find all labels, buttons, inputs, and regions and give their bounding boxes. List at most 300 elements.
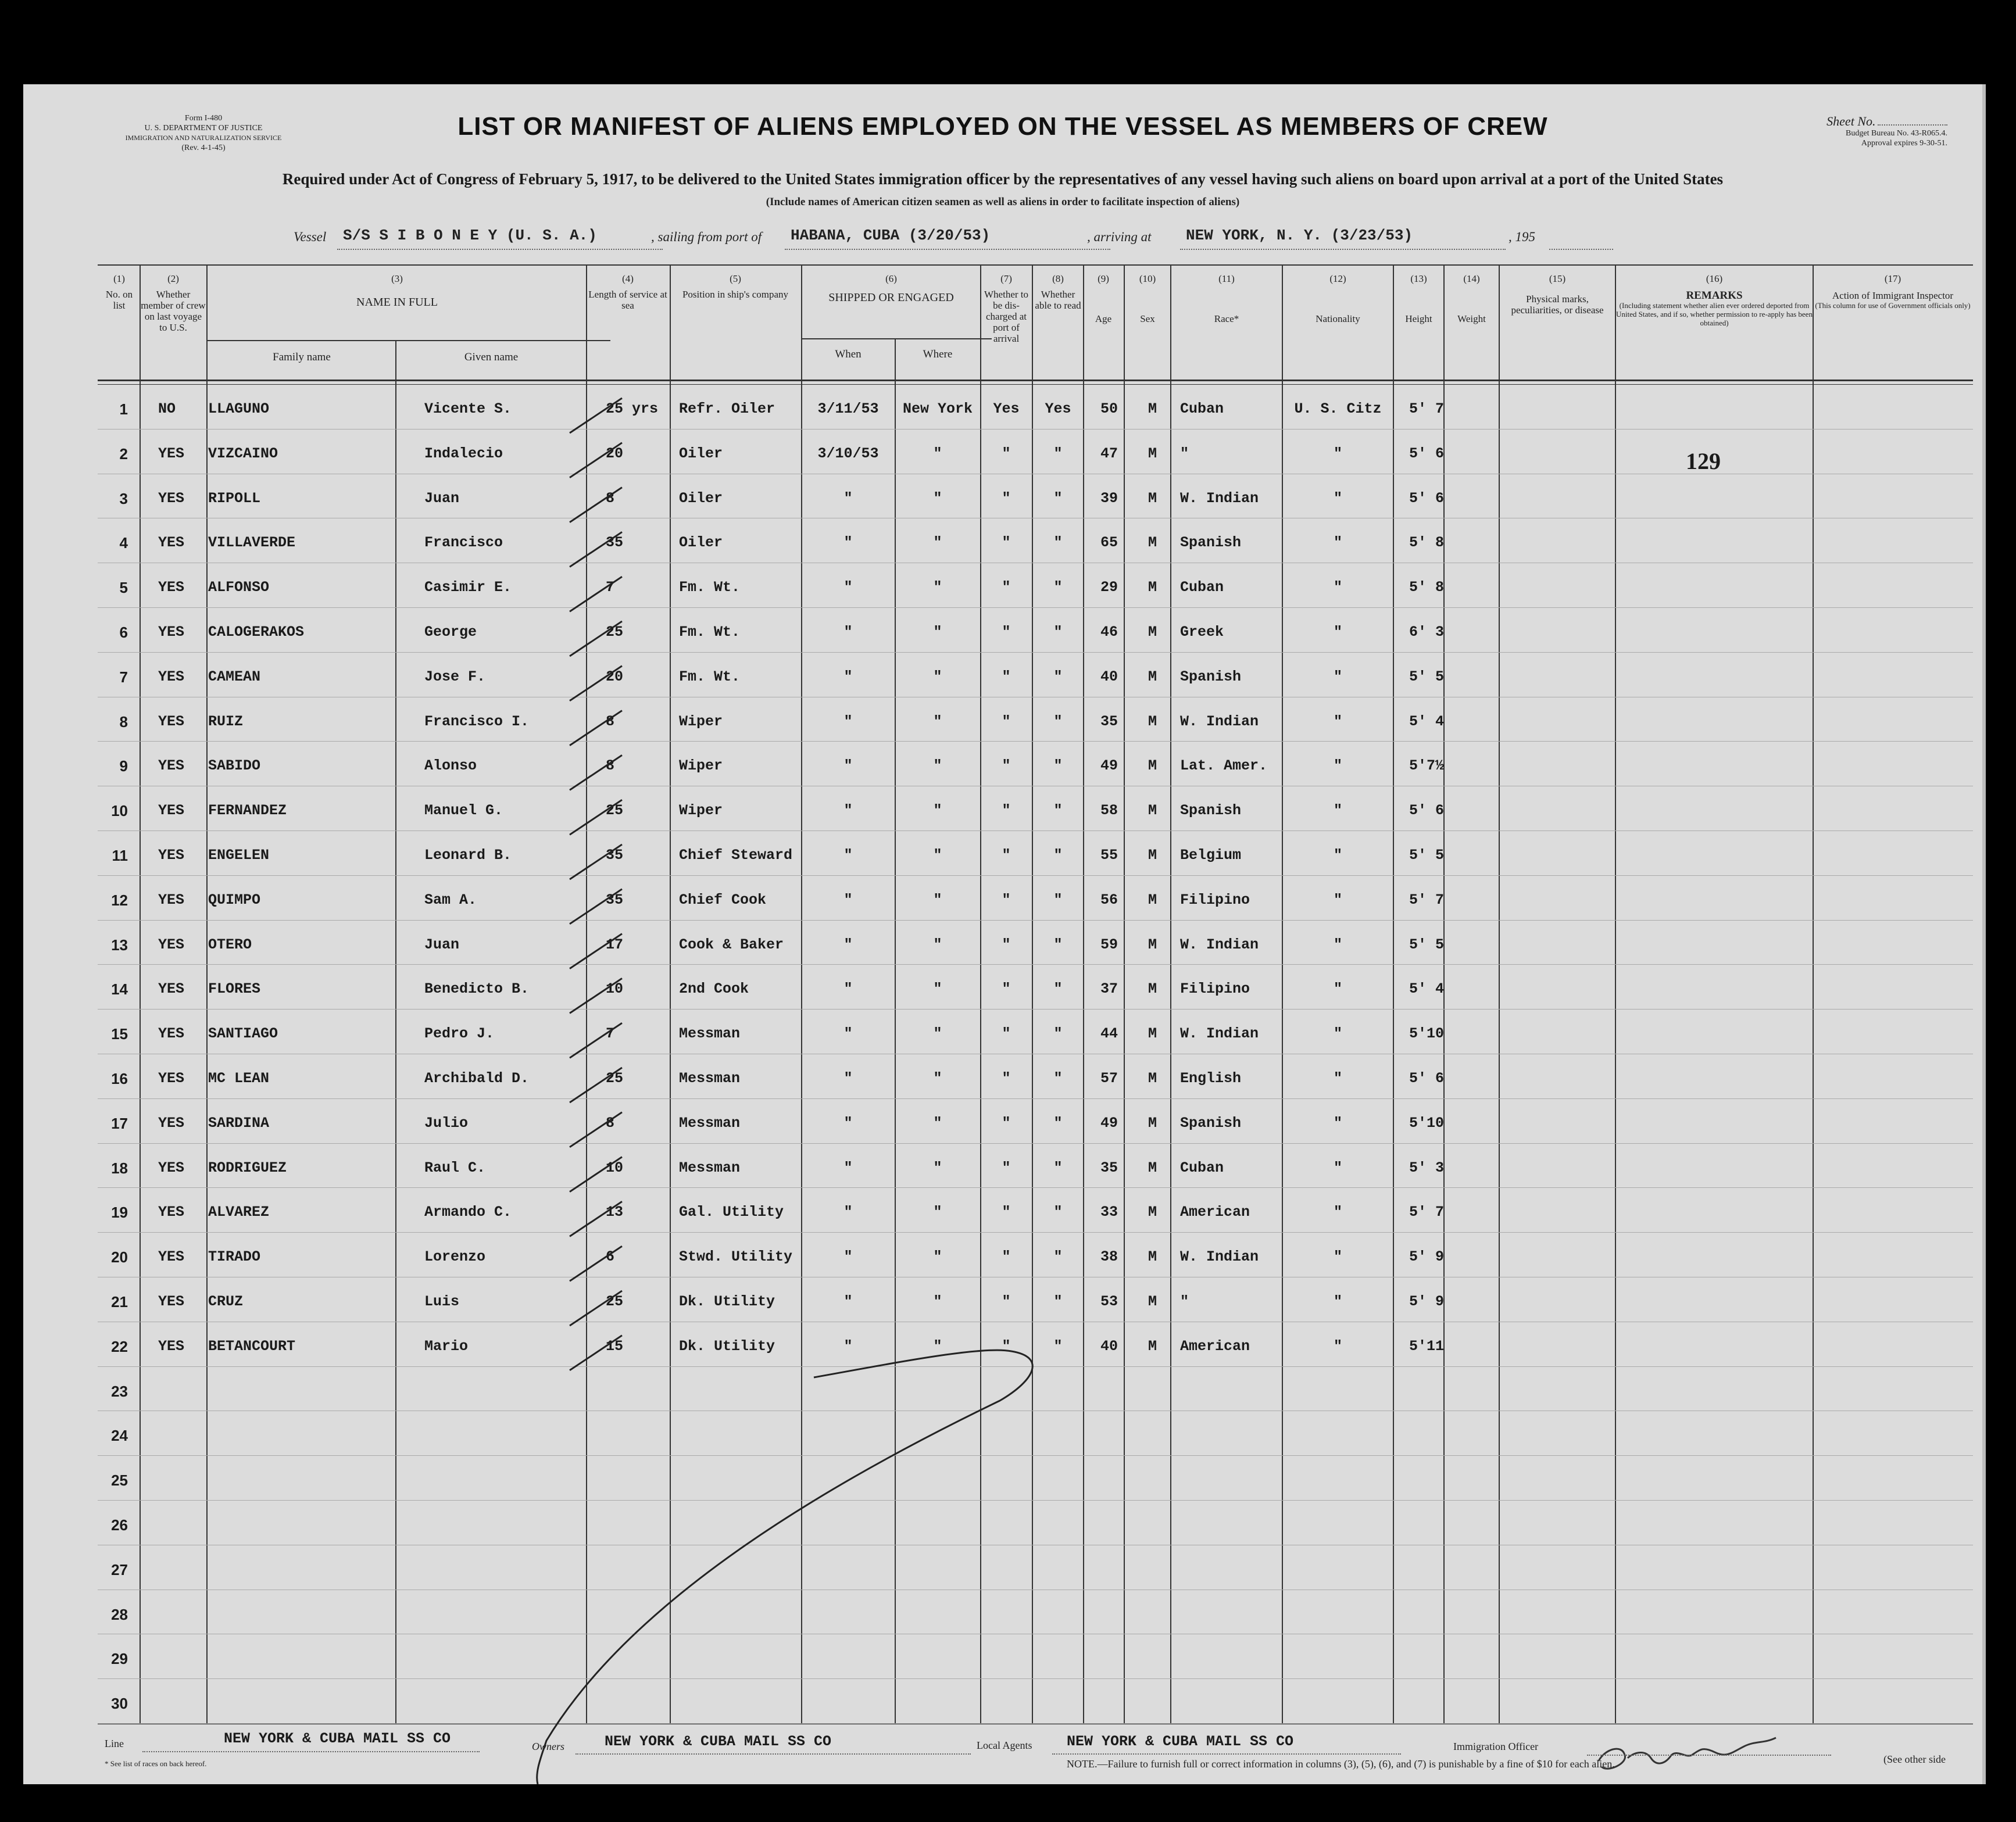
row-last-voyage: YES	[158, 668, 185, 685]
penalty-note: NOTE.—Failure to furnish full or correct information in columns (3), (5), (6), and (7) is punishable by a fine of $10 for each alien.	[1067, 1758, 1615, 1770]
row-sex: M	[1148, 1337, 1157, 1355]
row-position: Wiper	[679, 713, 723, 730]
row-age: 58	[1100, 802, 1118, 819]
row-family-name: TIRADO	[208, 1248, 261, 1266]
col-header-service: (4) Length of service at sea	[588, 273, 667, 311]
row-discharge: "	[1002, 1025, 1011, 1043]
year-label: , 195	[1509, 230, 1535, 244]
owners-value: NEW YORK & CUBA MAIL SS CO	[605, 1733, 832, 1750]
row-last-voyage: YES	[158, 936, 185, 953]
row-given-name: Francisco I.	[424, 713, 530, 730]
row-position: Stwd. Utility	[679, 1248, 793, 1266]
row-when: "	[843, 757, 853, 775]
row-sex: M	[1148, 936, 1157, 953]
row-given-name: Manuel G.	[424, 802, 503, 819]
row-service: 8	[606, 1114, 615, 1132]
row-discharge: "	[1002, 936, 1011, 953]
col-header-when: When	[835, 348, 862, 360]
tick-mark	[570, 666, 622, 701]
row-number: 26	[111, 1516, 128, 1534]
row-number: 6	[119, 624, 128, 641]
row-read: "	[1053, 1248, 1063, 1266]
row-service: 15	[606, 1337, 624, 1355]
sheet-number: Sheet No. Budget Bureau No. 43-R065.4. Approval expires 9-30-51.	[1826, 114, 1947, 148]
row-race: Filipino	[1180, 980, 1250, 998]
row-sex: M	[1148, 1070, 1157, 1087]
row-number: 16	[111, 1070, 128, 1087]
tick-mark	[570, 1112, 622, 1147]
row-nationality: "	[1333, 1025, 1342, 1043]
row-number: 10	[111, 802, 128, 820]
row-position: Dk. Utility	[679, 1337, 775, 1355]
row-nationality: "	[1333, 1204, 1342, 1221]
row-sex: M	[1148, 624, 1157, 640]
row-last-voyage: YES	[158, 757, 185, 775]
row-nationality: "	[1333, 1248, 1342, 1266]
row-height: 5' 9	[1409, 1248, 1445, 1266]
row-number: 23	[111, 1382, 128, 1400]
row-height: 5' 5	[1409, 847, 1445, 864]
see-other-side: (See other side	[1883, 1753, 1946, 1765]
row-when: "	[843, 1248, 853, 1266]
row-when: "	[843, 847, 853, 864]
tick-mark	[570, 1291, 622, 1326]
row-read: "	[1053, 445, 1063, 462]
row-position: Messman	[679, 1025, 741, 1043]
row-service: 35	[606, 534, 624, 552]
row-given-name: Lorenzo	[424, 1248, 486, 1266]
row-number: 8	[119, 713, 128, 731]
row-when: "	[843, 534, 853, 552]
row-height: 5' 7	[1409, 891, 1445, 908]
row-read: "	[1053, 713, 1063, 730]
row-family-name: SARDINA	[208, 1114, 270, 1132]
row-family-name: ENGELEN	[208, 847, 270, 864]
row-discharge: "	[1002, 802, 1011, 819]
sailing-label: , sailing from port of	[651, 230, 762, 244]
row-position: Fm. Wt.	[679, 668, 741, 685]
row-age: 53	[1100, 1293, 1118, 1310]
row-number: 27	[111, 1560, 128, 1578]
row-height: 5' 4	[1409, 980, 1445, 998]
row-where: "	[933, 579, 942, 596]
tick-mark	[570, 934, 622, 969]
row-service: 35	[606, 891, 624, 908]
row-age: 29	[1100, 579, 1118, 596]
row-sex: M	[1148, 400, 1157, 417]
row-height: 6' 3	[1409, 624, 1445, 640]
row-family-name: QUIMPO	[208, 891, 261, 908]
row-position: Messman	[679, 1070, 741, 1087]
row-nationality: "	[1333, 980, 1342, 998]
form-identifier: Form I-480 U. S. DEPARTMENT OF JUSTICE IMMIGRATION AND NATURALIZATION SERVICE (Rev. 4-1-45)	[125, 114, 282, 152]
row-age: 57	[1100, 1070, 1118, 1087]
row-race: W. Indian	[1180, 936, 1259, 953]
row-nationality: "	[1333, 1337, 1342, 1355]
row-sex: M	[1148, 1248, 1157, 1266]
row-position: Refr. Oiler	[679, 400, 775, 417]
owners-label: Owners	[532, 1741, 565, 1752]
row-position: Chief Steward	[679, 847, 793, 864]
row-discharge: "	[1002, 1070, 1011, 1087]
row-when: "	[843, 1159, 853, 1176]
row-position: Chief Cook	[679, 891, 767, 908]
row-when: "	[843, 1293, 853, 1310]
line-value: NEW YORK & CUBA MAIL SS CO	[224, 1730, 451, 1747]
col-header-marks: (15) Physical marks, peculiarities, or disease	[1511, 273, 1604, 316]
row-number: 1	[119, 400, 128, 418]
tick-mark	[570, 1336, 622, 1370]
col-header-discharge: (7) Whether to be dis-charged at port of arrival	[984, 273, 1028, 344]
row-number: 22	[111, 1337, 128, 1355]
row-where: New York	[902, 400, 973, 417]
row-read: "	[1053, 1070, 1063, 1087]
row-discharge: "	[1002, 579, 1011, 596]
row-family-name: CRUZ	[208, 1293, 244, 1310]
row-nationality: "	[1333, 936, 1342, 953]
row-nationality: "	[1333, 1159, 1342, 1176]
row-read: "	[1053, 891, 1063, 908]
row-position: Oiler	[679, 534, 723, 552]
row-where: "	[933, 445, 942, 462]
row-family-name: RIPOLL	[208, 489, 261, 507]
row-service: 13	[606, 1204, 624, 1221]
row-height: 5' 7	[1409, 1204, 1445, 1221]
row-sex: M	[1148, 1204, 1157, 1221]
row-height: 5' 4	[1409, 713, 1445, 730]
port-from: HABANA, CUBA (3/20/53)	[791, 227, 991, 244]
row-read: "	[1053, 534, 1063, 552]
row-last-voyage: YES	[158, 1204, 185, 1221]
row-service: 25	[606, 802, 624, 819]
tick-mark	[570, 443, 622, 478]
row-sex: M	[1148, 1025, 1157, 1043]
row-age: 39	[1100, 489, 1118, 507]
row-height: 5' 5	[1409, 668, 1445, 685]
row-sex: M	[1148, 802, 1157, 819]
row-discharge: "	[1002, 624, 1011, 640]
row-when: 3/11/53	[817, 400, 879, 417]
manifest-sheet	[23, 84, 1986, 1784]
row-read: Yes	[1045, 400, 1071, 417]
row-age: 47	[1100, 445, 1118, 462]
row-number: 25	[111, 1472, 128, 1490]
row-age: 35	[1100, 713, 1118, 730]
row-race: "	[1180, 1293, 1189, 1310]
row-discharge: "	[1002, 668, 1011, 685]
row-race: "	[1180, 445, 1189, 462]
row-when: "	[843, 668, 853, 685]
row-where: "	[933, 1337, 942, 1355]
row-nationality: "	[1333, 891, 1342, 908]
row-number: 12	[111, 891, 128, 909]
row-discharge: "	[1002, 445, 1011, 462]
row-number: 13	[111, 936, 128, 954]
row-height: 5' 5	[1409, 936, 1445, 953]
tick-mark	[570, 755, 622, 790]
col-header-weight: (14) Weight	[1457, 273, 1486, 324]
col-header-name: (3) NAME IN FULL	[356, 273, 438, 309]
row-read: "	[1053, 1025, 1063, 1043]
row-age: 44	[1100, 1025, 1118, 1043]
row-read: "	[1053, 1159, 1063, 1176]
row-sex: M	[1148, 1293, 1157, 1310]
row-family-name: CAMEAN	[208, 668, 261, 685]
row-nationality: "	[1333, 757, 1342, 775]
row-last-voyage: YES	[158, 847, 185, 864]
row-race: Cuban	[1180, 579, 1224, 596]
row-position: Messman	[679, 1159, 741, 1176]
row-height: 5' 3	[1409, 1159, 1445, 1176]
row-number: 20	[111, 1248, 128, 1266]
row-where: "	[933, 847, 942, 864]
row-where: "	[933, 1248, 942, 1266]
row-position: Messman	[679, 1114, 741, 1132]
col-header-race: (11) Race*	[1214, 273, 1239, 324]
row-race: Belgium	[1180, 847, 1242, 864]
row-when: "	[843, 980, 853, 998]
col-header-where: Where	[923, 348, 953, 360]
tick-mark	[570, 889, 622, 924]
row-last-voyage: YES	[158, 1159, 185, 1176]
row-read: "	[1053, 1204, 1063, 1221]
row-number: 3	[119, 489, 128, 507]
row-position: Fm. Wt.	[679, 579, 741, 596]
cancel-stroke	[537, 1350, 1033, 1784]
row-last-voyage: YES	[158, 1293, 185, 1310]
row-family-name: VIZCAINO	[208, 445, 278, 462]
row-when: "	[843, 1337, 853, 1355]
row-sex: M	[1148, 1159, 1157, 1176]
row-where: "	[933, 936, 942, 953]
row-where: "	[933, 624, 942, 640]
row-service: 7	[606, 579, 615, 596]
officer-label: Immigration Officer	[1453, 1741, 1539, 1752]
row-given-name: Alonso	[424, 757, 477, 775]
line-label: Line	[105, 1738, 124, 1749]
row-nationality: "	[1333, 713, 1342, 730]
row-when: "	[843, 713, 853, 730]
row-number: 28	[111, 1605, 128, 1623]
row-height: 5'11	[1409, 1337, 1445, 1355]
port-to: NEW YORK, N. Y. (3/23/53)	[1186, 227, 1413, 244]
row-given-name: Vicente S.	[424, 400, 512, 417]
row-discharge: "	[1002, 1293, 1011, 1310]
row-last-voyage: YES	[158, 1337, 185, 1355]
row-age: 59	[1100, 936, 1118, 953]
row-service: 25	[606, 624, 624, 640]
row-race: W. Indian	[1180, 1025, 1259, 1043]
row-when: "	[843, 936, 853, 953]
row-family-name: BETANCOURT	[208, 1337, 296, 1355]
row-last-voyage: YES	[158, 1025, 185, 1043]
row-position: Wiper	[679, 757, 723, 775]
include-note: (Include names of American citizen seamen as well as aliens in order to facilitate inspection of aliens)	[766, 196, 1240, 208]
row-given-name: Archibald D.	[424, 1070, 530, 1087]
row-race: Cuban	[1180, 1159, 1224, 1176]
row-age: 40	[1100, 1337, 1118, 1355]
row-age: 65	[1100, 534, 1118, 552]
row-read: "	[1053, 1114, 1063, 1132]
row-last-voyage: YES	[158, 713, 185, 730]
row-age: 46	[1100, 624, 1118, 640]
row-race: Greek	[1180, 624, 1224, 640]
row-read: "	[1053, 980, 1063, 998]
row-age: 33	[1100, 1204, 1118, 1221]
row-when: "	[843, 579, 853, 596]
row-where: "	[933, 757, 942, 775]
row-sex: M	[1148, 891, 1157, 908]
row-read: "	[1053, 668, 1063, 685]
row-family-name: RUIZ	[208, 713, 244, 730]
row-age: 49	[1100, 757, 1118, 775]
row-number: 7	[119, 668, 128, 686]
row-nationality: U. S. Citz	[1294, 400, 1382, 417]
row-read: "	[1053, 936, 1063, 953]
row-discharge: "	[1002, 757, 1011, 775]
col-header-age: (9) Age	[1095, 273, 1112, 324]
row-height: 5'7½	[1409, 757, 1445, 775]
row-race: W. Indian	[1180, 1248, 1259, 1266]
row-family-name: ALVAREZ	[208, 1204, 270, 1221]
row-where: "	[933, 1114, 942, 1132]
row-family-name: CALOGERAKOS	[208, 624, 305, 640]
row-race: Spanish	[1180, 802, 1242, 819]
row-service: 10	[606, 980, 624, 998]
row-service: 7	[606, 1025, 615, 1043]
row-family-name: RODRIGUEZ	[208, 1159, 287, 1176]
row-number: 9	[119, 757, 128, 775]
row-read: "	[1053, 1337, 1063, 1355]
row-when: "	[843, 802, 853, 819]
row-where: "	[933, 1025, 942, 1043]
row-height: 5' 8	[1409, 534, 1445, 552]
row-where: "	[933, 668, 942, 685]
row-service: 8	[606, 757, 615, 775]
row-sex: M	[1148, 1114, 1157, 1132]
row-where: "	[933, 1070, 942, 1087]
tick-mark	[570, 978, 622, 1013]
col-header-remarks: (16) REMARKS (Including statement whether alien ever ordered deported from United States, and if so, whether permission to re-apply has been obtained)	[1616, 273, 1813, 327]
row-position: Gal. Utility	[679, 1204, 784, 1221]
row-family-name: ALFONSO	[208, 579, 270, 596]
row-where: "	[933, 489, 942, 507]
row-number: 14	[111, 980, 128, 998]
col-header-family: Family name	[273, 351, 331, 363]
row-given-name: George	[424, 624, 477, 640]
col-header-height: (13) Height	[1405, 273, 1432, 324]
col-header-sex: (10) Sex	[1139, 273, 1156, 324]
row-read: "	[1053, 1293, 1063, 1310]
row-number: 19	[111, 1204, 128, 1222]
row-last-voyage: YES	[158, 1070, 185, 1087]
col-header-position: (5) Position in ship's company	[682, 273, 789, 300]
row-height: 5'10	[1409, 1114, 1445, 1132]
row-service: 17	[606, 936, 624, 953]
row-where: "	[933, 713, 942, 730]
row-family-name: MC LEAN	[208, 1070, 270, 1087]
row-number: 21	[111, 1293, 128, 1311]
row-age: 56	[1100, 891, 1118, 908]
row-age: 49	[1100, 1114, 1118, 1132]
row-nationality: "	[1333, 624, 1342, 640]
row-when: "	[843, 1070, 853, 1087]
row-race: American	[1180, 1337, 1250, 1355]
row-discharge: "	[1002, 1204, 1011, 1221]
tick-mark	[570, 800, 622, 835]
row-position: Oiler	[679, 445, 723, 462]
row-nationality: "	[1333, 489, 1342, 507]
row-age: 35	[1100, 1159, 1118, 1176]
row-discharge: "	[1002, 534, 1011, 552]
row-nationality: "	[1333, 579, 1342, 596]
row-family-name: SANTIAGO	[208, 1025, 278, 1043]
row-given-name: Raul C.	[424, 1159, 486, 1176]
row-where: "	[933, 891, 942, 908]
row-number: 18	[111, 1159, 128, 1177]
row-service: 20	[606, 668, 624, 685]
row-last-voyage: YES	[158, 1114, 185, 1132]
row-where: "	[933, 534, 942, 552]
tick-mark	[570, 532, 622, 567]
arriving-label: , arriving at	[1087, 230, 1152, 244]
row-read: "	[1053, 624, 1063, 640]
row-discharge: "	[1002, 489, 1011, 507]
row-sex: M	[1148, 668, 1157, 685]
row-last-voyage: YES	[158, 534, 185, 552]
row-position: Dk. Utility	[679, 1293, 775, 1310]
row-sex: M	[1148, 534, 1157, 552]
row-sex: M	[1148, 713, 1157, 730]
row-race: English	[1180, 1070, 1242, 1087]
row-service: 20	[606, 445, 624, 462]
row-when: "	[843, 1025, 853, 1043]
row-age: 50	[1100, 400, 1118, 417]
row-nationality: "	[1333, 1293, 1342, 1310]
row-height: 5' 8	[1409, 579, 1445, 596]
row-read: "	[1053, 489, 1063, 507]
tick-mark	[570, 1201, 622, 1236]
row-where: "	[933, 1293, 942, 1310]
row-position: Fm. Wt.	[679, 624, 741, 640]
row-discharge: "	[1002, 1114, 1011, 1132]
row-discharge: "	[1002, 1248, 1011, 1266]
row-discharge: "	[1002, 1159, 1011, 1176]
row-number: 5	[119, 579, 128, 597]
tick-mark	[570, 621, 622, 656]
row-read: "	[1053, 847, 1063, 864]
vessel-name: S/S S I B O N E Y (U. S. A.)	[343, 227, 597, 244]
row-family-name: OTERO	[208, 936, 252, 953]
row-number: 17	[111, 1114, 128, 1132]
row-given-name: Leonard B.	[424, 847, 512, 864]
row-service: 10	[606, 1159, 624, 1176]
row-sex: M	[1148, 579, 1157, 596]
row-race: American	[1180, 1204, 1250, 1221]
row-number: 29	[111, 1650, 128, 1668]
row-position: 2nd Cook	[679, 980, 749, 998]
page-title: LIST OR MANIFEST OF ALIENS EMPLOYED ON THE VESSEL AS MEMBERS OF CREW	[457, 112, 1548, 141]
row-race: Filipino	[1180, 891, 1250, 908]
row-family-name: FLORES	[208, 980, 261, 998]
row-when: "	[843, 624, 853, 640]
row-service: 35	[606, 847, 624, 864]
row-given-name: Francisco	[424, 534, 503, 552]
col-header-last-voyage: (2) Whether member of crew on last voyage to U.S.	[141, 273, 206, 333]
row-given-name: Juan	[424, 489, 460, 507]
row-discharge: Yes	[993, 400, 1020, 417]
tick-mark	[570, 1023, 622, 1058]
